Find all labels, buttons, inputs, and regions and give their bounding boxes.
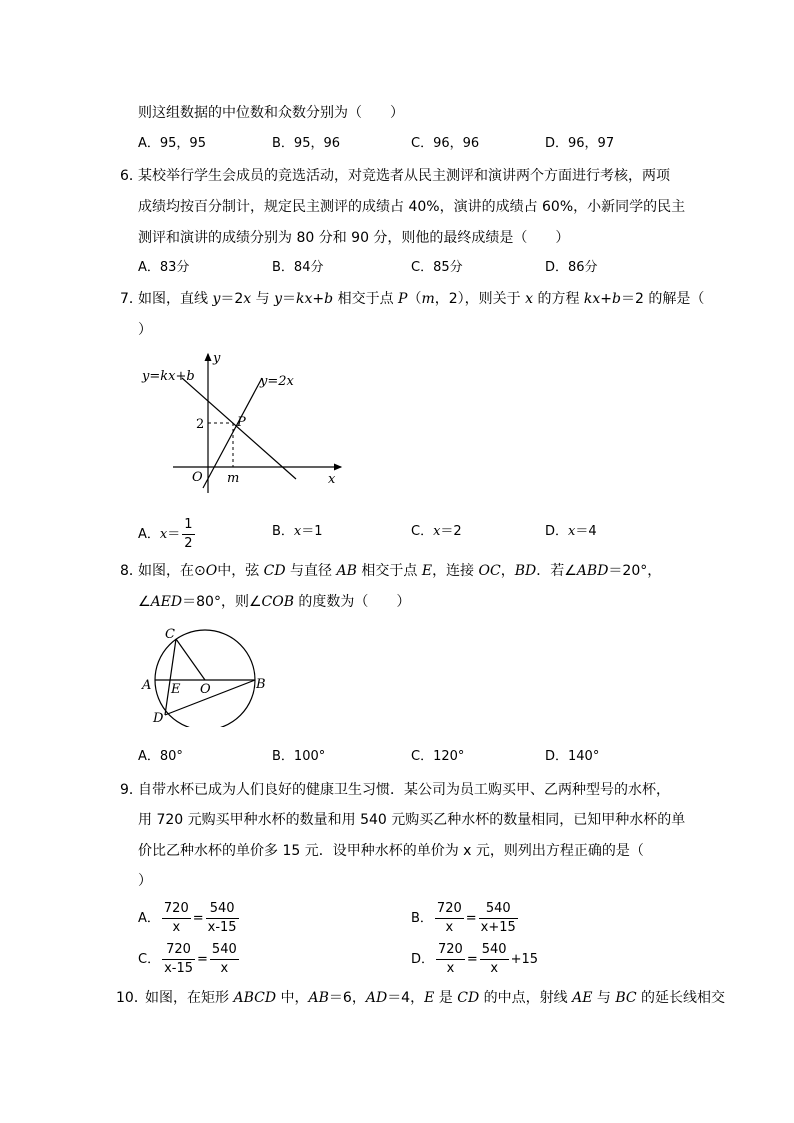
q8-text: 的度数为（ ）: [293, 594, 411, 610]
label-y-axis: y: [213, 351, 221, 366]
label-b: B: [256, 677, 266, 692]
q7-text: 的方程: [533, 291, 584, 307]
q10-var: CD: [457, 990, 480, 1006]
denominator: x: [220, 961, 229, 976]
q7-var: x: [159, 527, 168, 542]
equals-sign: =: [465, 911, 477, 926]
q10-var: AD: [365, 990, 388, 1006]
q8-text: ＝80°，则∠: [182, 594, 262, 610]
q8-option-c[interactable]: C．120°: [411, 749, 465, 764]
q7-text: +: [312, 291, 325, 307]
q7-var: x: [568, 524, 576, 539]
equals-sign: =: [197, 952, 208, 967]
q9-stem-line-3: 价比乙种水杯的单价多 15 元．设甲种水杯的单价为 x 元，则列出方程正确的是（: [138, 843, 644, 859]
q7-option-c[interactable]: [411, 522, 462, 542]
q8-text: ，: [500, 563, 515, 579]
q10-var: AB: [308, 990, 329, 1006]
label-p: P: [237, 415, 246, 430]
label-kx-plus-b: y=kx+b: [142, 369, 195, 384]
q9-stem-line-2: 用 720 元购买甲种水杯的数量和用 540 元购买乙种水杯的数量相同，已知甲种水杯的单: [138, 812, 686, 828]
q10-text: 如图，在矩形: [145, 990, 234, 1006]
q8-var: O: [205, 563, 218, 579]
q7-text: ＝1: [301, 524, 323, 539]
label-origin: O: [192, 470, 203, 485]
q6-stem-line-1: 某校举行学生会成员的竞选活动，对竞选者从民主测评和演讲两个方面进行考核，两项: [138, 168, 670, 184]
label-e: E: [171, 682, 181, 697]
q8-var: CD: [263, 563, 286, 579]
fraction: [479, 900, 518, 937]
q10-text: ＝4，: [387, 990, 425, 1006]
q7-var: x: [525, 291, 533, 307]
option-tail: +15: [510, 952, 539, 967]
label-2x: y=2x: [260, 374, 294, 389]
q5-stem: 则这组数据的中位数和众数分别为（ ）: [138, 105, 404, 121]
label-a: A: [142, 678, 152, 693]
q9-number: 9．: [120, 782, 143, 798]
q8-text: ＝20°，: [608, 563, 662, 579]
q5-option-b[interactable]: B．95，96: [272, 136, 341, 151]
q7-text: 如图，直线: [138, 291, 213, 307]
option-label: A．: [138, 911, 160, 926]
q6-option-a[interactable]: A．83分: [138, 260, 190, 275]
denominator: x: [490, 961, 499, 976]
equals-sign: =: [466, 952, 478, 967]
chord-cd: [165, 639, 176, 715]
option-label: D．: [411, 952, 435, 967]
q10-text: 的延长线相交: [636, 990, 726, 1006]
option-label: C．: [411, 524, 434, 539]
q9-option-b[interactable]: [411, 900, 520, 937]
q7-var: x: [433, 524, 441, 539]
q8-text: 如图，在⊙: [138, 563, 206, 579]
q7-var: kx: [296, 291, 313, 307]
numerator: 1: [182, 516, 194, 535]
q8-text: 中，弦: [217, 563, 264, 579]
option-label: B．: [272, 524, 294, 539]
q8-text: ∠: [138, 594, 151, 610]
denominator: x: [172, 920, 181, 935]
q5-option-d[interactable]: D．96，97: [545, 136, 615, 151]
q5-option-c[interactable]: C．96，96: [411, 136, 480, 151]
q10-stem-line-1: [145, 988, 725, 1008]
q7-var: x: [293, 524, 302, 539]
q9-option-d[interactable]: [411, 941, 538, 978]
q10-var: AE: [572, 990, 593, 1006]
q6-option-b[interactable]: B．84分: [272, 260, 324, 275]
q7-option-a[interactable]: [138, 516, 197, 553]
q10-text: ＝6，: [328, 990, 366, 1006]
label-o: O: [200, 682, 211, 697]
q7-text: （: [407, 291, 422, 307]
q8-var: AED: [150, 594, 183, 610]
label-x-axis: x: [328, 472, 336, 487]
denominator: x-15: [164, 961, 194, 976]
numerator: 720: [435, 900, 464, 919]
q7-text: ＝2: [440, 524, 462, 539]
numerator: 540: [479, 900, 518, 919]
q8-var: AB: [336, 563, 357, 579]
q8-text: 与直径: [285, 563, 337, 579]
fraction: [182, 516, 194, 553]
q7-var: y: [212, 291, 221, 307]
q7-var: x: [243, 291, 252, 307]
q8-stem-line-2: [138, 592, 410, 612]
denominator: x+15: [480, 920, 516, 935]
q8-var: OC: [478, 563, 501, 579]
q7-text: ＝4: [575, 524, 597, 539]
label-m: m: [227, 471, 240, 486]
q7-text: 相交于点: [333, 291, 399, 307]
numerator: 540: [480, 941, 509, 960]
q7-var: kx: [583, 291, 601, 307]
q7-var: y: [274, 291, 283, 307]
numerator: 720: [162, 941, 195, 960]
equals-sign: =: [192, 911, 204, 926]
q9-option-c[interactable]: [138, 941, 241, 978]
fraction: [162, 900, 191, 937]
q9-option-a[interactable]: [138, 900, 241, 937]
q8-var: COB: [261, 594, 294, 610]
q7-line-graph: [138, 348, 353, 498]
fraction: [210, 941, 239, 978]
q9-stem-line-1: 自带水杯已成为人们良好的健康卫生习惯．某公司为员工购买甲、乙两种型号的水杯，: [138, 782, 670, 798]
denominator: 2: [184, 536, 193, 551]
q7-number: 7．: [120, 291, 143, 307]
q6-stem-line-2: 成绩均按百分制计，规定民主测评的成绩占 40%，演讲的成绩占 60%，小新同学的民主: [138, 199, 686, 215]
q7-text: 与: [251, 291, 275, 307]
option-label: C．: [138, 952, 161, 967]
q7-var: P: [398, 291, 408, 307]
q8-text: 相交于点: [356, 563, 422, 579]
q8-option-a[interactable]: A．80°: [138, 749, 183, 764]
denominator: x: [445, 920, 454, 935]
label-d: D: [153, 711, 164, 726]
q7-text: ＝: [282, 291, 297, 307]
q5-option-a[interactable]: A．95，95: [138, 136, 206, 151]
numerator: 720: [436, 941, 465, 960]
label-c: C: [165, 627, 175, 642]
q8-stem-line-1: [138, 561, 661, 581]
fraction: [162, 941, 195, 978]
q8-option-b[interactable]: B．100°: [272, 749, 326, 764]
q10-text: 中，: [276, 990, 309, 1006]
label-2: 2: [196, 417, 205, 432]
option-label: A．: [138, 527, 160, 542]
q7-stem-line-1: [138, 289, 704, 309]
q8-var: E: [421, 563, 433, 579]
q8-option-d[interactable]: D．140°: [545, 749, 600, 764]
option-label: D．: [545, 524, 569, 539]
numerator: 540: [206, 900, 239, 919]
q7-option-d[interactable]: [545, 522, 597, 542]
q6-option-c[interactable]: C．85分: [411, 260, 463, 275]
option-label: B．: [411, 911, 433, 926]
numerator: 720: [162, 900, 191, 919]
q10-text: 与: [592, 990, 616, 1006]
q8-var: BD: [514, 563, 537, 579]
denominator: x-15: [207, 920, 237, 935]
q7-text: ＝2 的解是（: [621, 291, 705, 307]
fraction: [435, 900, 464, 937]
segment-oc: [176, 639, 205, 680]
q7-text: ，2），则关于: [434, 291, 526, 307]
q8-var: ABD: [576, 563, 609, 579]
q7-var: b: [324, 291, 334, 307]
q8-text: ．若∠: [536, 563, 577, 579]
q7-option-b[interactable]: [272, 522, 323, 542]
q10-number: 10．: [116, 990, 148, 1006]
q6-stem-line-3: 测评和演讲的成绩分别为 80 分和 90 分，则他的最终成绩是（ ）: [138, 230, 570, 246]
fraction: [206, 900, 239, 937]
q8-text: ，连接: [432, 563, 479, 579]
q10-var: BC: [615, 990, 637, 1006]
q8-number: 8．: [120, 563, 143, 579]
q8-circle-figure: [138, 622, 273, 727]
q7-text: ＝: [167, 527, 181, 542]
q7-text: +: [600, 291, 613, 307]
q10-var: E: [424, 990, 435, 1006]
q9-stem-line-4: ）: [138, 873, 152, 889]
q7-var: b: [612, 291, 621, 307]
q10-var: ABCD: [233, 990, 277, 1006]
q7-var: m: [421, 291, 435, 307]
q7-text: ＝2: [220, 291, 244, 307]
denominator: x: [446, 961, 455, 976]
q7-stem-line-2: ）: [138, 322, 152, 338]
q6-number: 6．: [120, 168, 143, 184]
fraction: [436, 941, 465, 978]
numerator: 540: [210, 941, 239, 960]
q6-option-d[interactable]: D．86分: [545, 260, 598, 275]
fraction: [480, 941, 509, 978]
q10-text: 的中点，射线: [479, 990, 573, 1006]
q10-text: 是: [434, 990, 458, 1006]
